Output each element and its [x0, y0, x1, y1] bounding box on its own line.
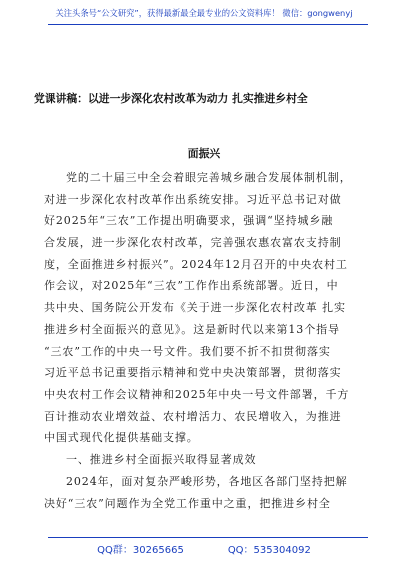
- document-title-line-1: 党课讲稿：以进一步深化农村改革为动力 扎实推进乡村全: [34, 92, 308, 105]
- body-line: 2024年，面对复杂严峻形势，各地区各部门坚持把解: [66, 475, 348, 488]
- body-line: 中央农村工作会议精神和2025年中央一号文件部署，千方: [44, 387, 350, 401]
- footer-divider: [48, 537, 368, 538]
- footer-contact: [0, 541, 408, 556]
- footer-qq-group: QQ群：30265665: [97, 545, 184, 556]
- body-line: 一、推进乡村全面振兴取得显著成效: [66, 452, 257, 466]
- body-line: 党的二十届三中全会着眼完善城乡融合发展体制机制，: [66, 171, 352, 184]
- body-line: 作会议，对2025年“三农”工作作出系统部署。近日，中: [44, 279, 339, 293]
- body-line: 合发展，进一步深化农村改革，完善强农惠农富农支持制: [44, 236, 342, 250]
- body-paragraph-2: [44, 471, 374, 514]
- footer-qq-number: QQ：535304092: [227, 545, 311, 556]
- body-line: 推进乡村全面振兴的意见》。这是新时代以来第13个指导: [44, 322, 340, 336]
- body-line: 度，全面推进乡村振兴”。2024年12月召开的中央农村工: [44, 257, 348, 271]
- body-line: 中国式现代化提供基础支撑。: [44, 431, 199, 445]
- body-line: 决好“三农”问题作为全党工作重中之重，把推进乡村全: [44, 496, 331, 510]
- body-line: 习近平总书记重要指示精神和党中央决策部署，贯彻落实: [44, 366, 342, 380]
- document-title-line-2: 面振兴: [187, 147, 221, 160]
- body-line: “三农”工作的中央一号文件。我们要不折不扣贯彻落实: [44, 344, 331, 358]
- body-paragraph-1: [44, 167, 374, 471]
- body-line: 共中央、国务院公开发布《关于进一步深化农村改革 扎实: [44, 301, 346, 315]
- header-notice: 关注头条号“公文研究”，获得最新最全最专业的公文资料库！ 微信：gongwenyj: [55, 8, 353, 18]
- body-line: 对进一步深化农村改革作出系统安排。习近平总书记对做: [44, 192, 342, 206]
- body-line: 百计推动农业增效益、农村增活力、农民增收入，为推进: [44, 409, 342, 423]
- body-line: 好2025年“三农”工作提出明确要求，强调“坚持城乡融: [44, 214, 334, 228]
- header-divider: [48, 24, 368, 25]
